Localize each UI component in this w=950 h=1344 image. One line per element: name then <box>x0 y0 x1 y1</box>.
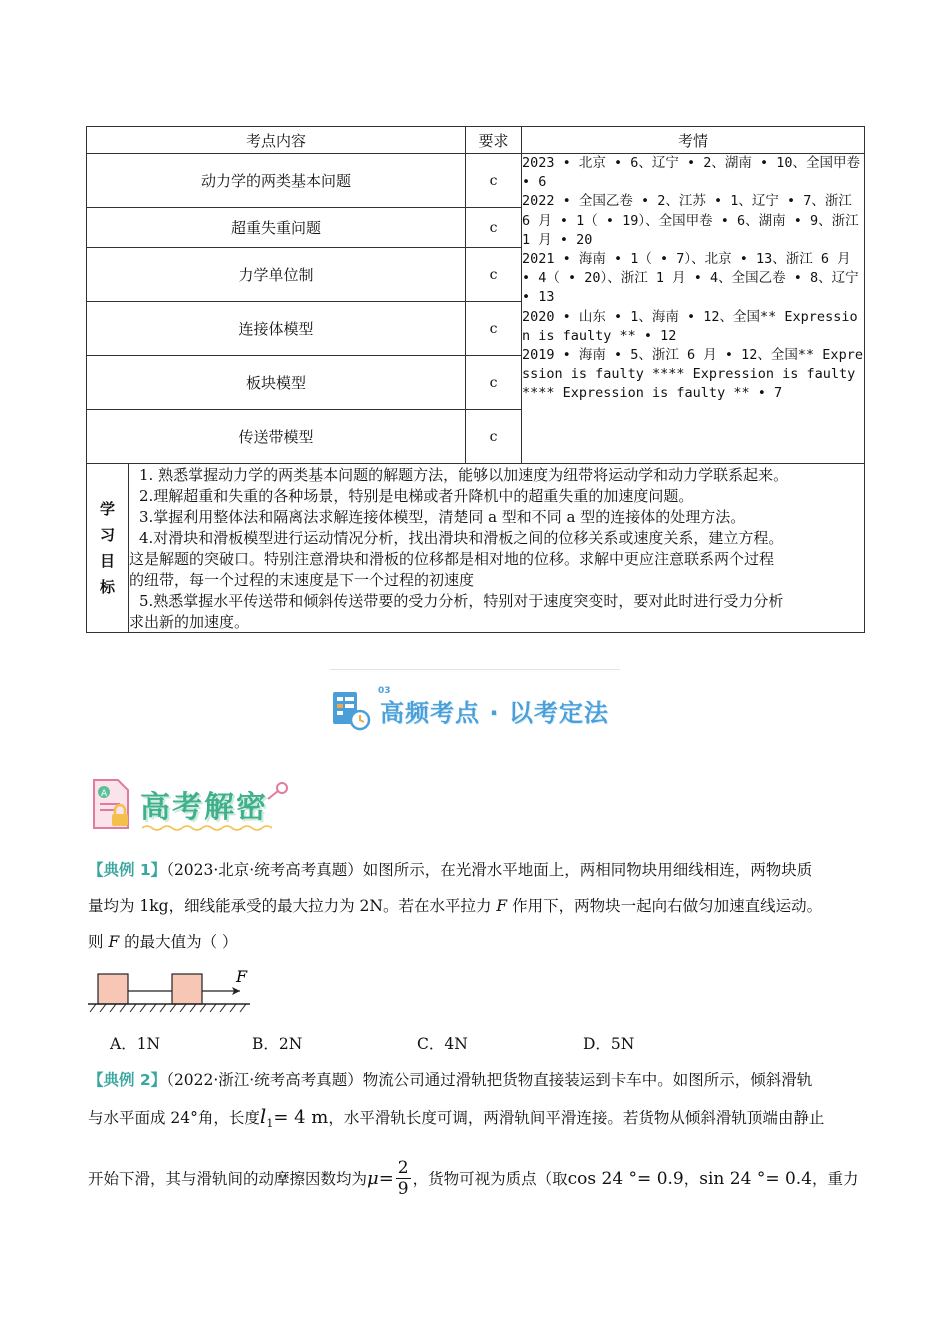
key-icon <box>264 781 290 803</box>
table-cell-item: 传送带模型 <box>87 410 466 464</box>
table-row <box>87 154 865 208</box>
example-1-line: 【典例 1】（2023·北京·统考高考真题）如图所示，在光滑水平地面上，两相同物块用细线相连，两物块质 <box>88 861 813 879</box>
table-cell-req: c <box>466 154 522 208</box>
table-cell-req: c <box>466 302 522 356</box>
situation-line: 2019 • 海南 • 5、浙江 6 月 • 12、全国** Expression is faulty **** Expression is faulty **** Expression is faulty ** • 7 <box>522 347 863 402</box>
table-cell-situation <box>522 154 865 464</box>
goal-line: 2.理解超重和失重的各种场景，特别是电梯或者升降机中的超重失重的加速度问题。 <box>139 487 694 505</box>
block-right <box>172 974 202 1004</box>
table-cell-req: c <box>466 248 522 302</box>
table-cell-item: 动力学的两类基本问题 <box>87 154 466 208</box>
goal-line: 求出新的加速度。 <box>129 613 250 631</box>
table-cell-req: c <box>466 410 522 464</box>
example-1-line: 则 F 的最大值为（ ） <box>88 933 238 951</box>
table-cell-item: 板块模型 <box>87 356 466 410</box>
situation-line: 2023 • 北京 • 6、辽宁 • 2、湖南 • 10、全国甲卷 • 6 <box>522 155 861 191</box>
table-header-row <box>87 127 865 154</box>
example-1-line: 量均为 1kg，细线能承受的最大拉力为 2N。若在水平拉力 F 作用下，两物块一起向右做匀加速直线运动。 <box>88 897 823 915</box>
goal-label: 学 习 目 标 <box>87 464 129 632</box>
learning-goals <box>129 464 864 632</box>
table-cell-item: 连接体模型 <box>87 302 466 356</box>
situation-line: 2021 • 海南 • 1（ • 7）、北京 • 13、浙江 6 月 • 4（ • 20）、浙江 1 月 • 4、全国乙卷 • 8、辽宁 • 13 <box>522 251 859 306</box>
option-d[interactable]: D．5N <box>583 1035 635 1053</box>
table-cell-item: 超重失重问题 <box>87 208 466 248</box>
badge-letter: A <box>101 789 108 799</box>
situation-line: 2022 • 全国乙卷 • 2、江苏 • 1、辽宁 • 7、浙江 6 月 • 1（ • 19）、全国甲卷 • 6、湖南 • 9、浙江 1 月 • 20 <box>522 193 859 248</box>
wavy-underline <box>142 824 272 832</box>
exam-points-table <box>86 126 865 633</box>
header-content: 考点内容 <box>87 127 466 154</box>
option-a[interactable]: A．1N <box>110 1035 161 1053</box>
example-tag: 【典例 2】 <box>88 1071 167 1089</box>
block-left <box>98 974 128 1004</box>
goal-line: 这是解题的突破口。特别注意滑块和滑板的位移都是相对地的位移。求解中更应注意联系两个过程 <box>129 550 775 568</box>
option-b[interactable]: B．2N <box>252 1035 303 1053</box>
section-banner-high-frequency <box>330 688 609 732</box>
situation-line: 2020 • 山东 • 1、海南 • 12、全国** Expression is faulty ** • 12 <box>522 308 858 344</box>
goal-line: 3.掌握利用整体法和隔离法求解连接体模型，清楚同 a 型和不同 a 型的连接体的处理方法。 <box>139 508 746 526</box>
secret-title: 高考解密 <box>140 790 268 825</box>
goal-line: 4.对滑块和滑板模型进行运动情况分析，找出滑块和滑板之间的位移关系或速度关系，建立方程。 <box>139 529 784 547</box>
document-lock-icon <box>90 776 134 832</box>
divider <box>330 669 620 670</box>
example-2-line: 【典例 2】（2022·浙江·统考高考真题）物流公司通过滑轨把货物直接装运到卡车中。如图所示，倾斜滑轨 <box>88 1071 813 1089</box>
example-2 <box>88 1062 864 1199</box>
table-cell-req: c <box>466 356 522 410</box>
example-2-line: 开始下滑，其与滑轨间的动摩擦因数均为 μ= $\frac{2}{9}$ ，货物可视为质点（取 cos 24 °= 0.9 ， sin 24 °= 0.4 ，重力 <box>88 1158 859 1200</box>
goal-line: 1. 熟悉掌握动力学的两类基本问题的解题方法，能够以加速度为纽带将运动学和动力学联系起来。 <box>139 466 789 484</box>
ground-hatching <box>90 1004 246 1012</box>
fraction: $\frac{2}{9}$ <box>397 1158 409 1200</box>
header-situation: 考情 <box>522 127 865 154</box>
table-cell-req: c <box>466 208 522 248</box>
option-c[interactable]: C．4N <box>417 1035 468 1053</box>
force-label: F <box>236 967 248 986</box>
example-tag: 【典例 1】 <box>88 861 167 879</box>
goal-line: 5.熟悉掌握水平传送带和倾斜传送带要的受力分析，特别对于速度突变时，要对此时进行受力分析 <box>139 592 784 610</box>
example-2-line: 与水平面成 24°角，长度$l_1= 4$ m，水平滑轨长度可调，两滑轨间平滑连接。若货物从倾斜滑轨顶端由静止 <box>88 1104 825 1131</box>
header-requirement: 要求 <box>466 127 522 154</box>
section-banner-exam-secret <box>90 776 290 832</box>
blocks-figure <box>88 966 258 1016</box>
example-1 <box>88 852 864 960</box>
table-cell-item: 力学单位制 <box>87 248 466 302</box>
banner-title: 高频考点 · 以考定法 <box>380 698 609 727</box>
clipboard-clock-icon <box>330 688 374 732</box>
banner-number: 03 <box>378 686 391 696</box>
goals-row <box>87 464 865 633</box>
goal-line: 的纽带，每一个过程的末速度是下一个过程的初速度 <box>129 571 475 589</box>
